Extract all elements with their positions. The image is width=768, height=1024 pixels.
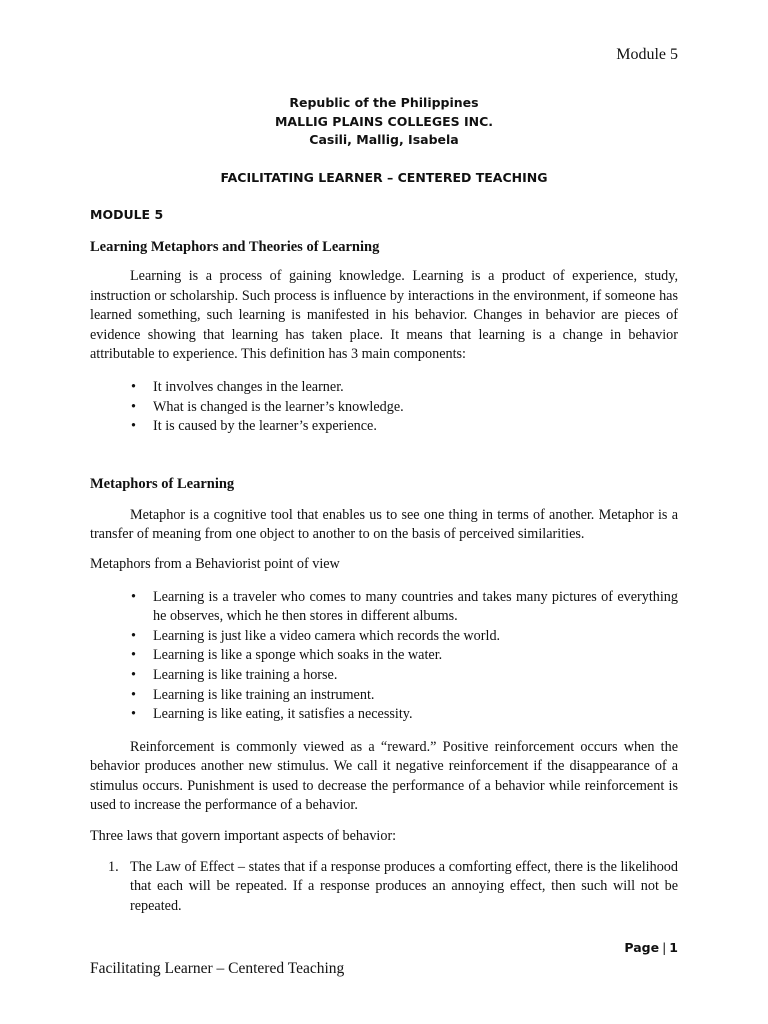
list-item: • Learning is a traveler who comes to many countries and takes many pictures of everything he observes, which he then stores in different albums. xyxy=(153,588,678,627)
laws-list xyxy=(90,858,678,917)
section-heading-metaphors: Metaphors of Learning xyxy=(90,475,235,492)
list-item: • It is caused by the learner’s experience. xyxy=(153,417,678,437)
institution-block xyxy=(0,94,768,150)
list-item-text: The Law of Effect – states that if a response produces a comforting effect, there is the likelihood that each will be repeated. If a response produces an annoying effect, then such will not be repeated. xyxy=(130,858,678,914)
page-number xyxy=(624,940,678,955)
list-item: • Learning is like eating, it satisfies a necessity. xyxy=(153,705,678,725)
section-heading-learning-metaphors: Learning Metaphors and Theories of Learning xyxy=(90,239,380,255)
behaviorist-subheading: Metaphors from a Behaviorist point of view xyxy=(90,555,340,572)
list-item: • Learning is like training a horse. xyxy=(153,666,678,686)
list-item: • It involves changes in the learner. xyxy=(153,378,678,398)
list-item: • Learning is just like a video camera which records the world. xyxy=(153,627,678,647)
list-item: • Learning is like training an instrument. xyxy=(153,686,678,706)
list-item: • Learning is like a sponge which soaks in the water. xyxy=(153,646,678,666)
list-item: • What is changed is the learner’s knowledge. xyxy=(153,398,678,418)
learning-definition-paragraph: Learning is a process of gaining knowledge. Learning is a product of experience, study, instruction or scholarship. Such process is influence by interactions in the environment, if someone has learned something, such learning is manifested in his behavior. Changes in behavior are pieces of evidence showing that learning has taken place. It means that learning is a change in behavior attributable to experience. This definition has 3 main components: xyxy=(90,268,678,363)
module-header: Module 5 xyxy=(616,46,678,63)
page-number-value: 1 xyxy=(669,940,678,955)
page-separator: | xyxy=(662,940,667,955)
course-title: FACILITATING LEARNER – CENTERED TEACHING xyxy=(220,170,548,185)
college-name: MALLIG PLAINS COLLEGES INC. xyxy=(274,113,494,129)
laws-intro: Three laws that govern important aspects of behavior: xyxy=(90,828,397,845)
footer-title: Facilitating Learner – Centered Teaching xyxy=(90,960,345,977)
behaviorist-metaphors-list xyxy=(90,588,678,725)
metaphor-definition-paragraph: Metaphor is a cognitive tool that enables us to see one thing in terms of another. Metaphor is a transfer of meaning from one object to another to on the basis of perceived similarities. xyxy=(90,506,678,543)
republic-line: Republic of the Philippines xyxy=(289,95,479,110)
page-label: Page xyxy=(624,940,660,955)
module-label: MODULE 5 xyxy=(90,207,164,222)
reinforcement-paragraph: Reinforcement is commonly viewed as a “reward.” Positive reinforcement occurs when the behavior produces another new stimulus. We call it negative reinforcement if the disappearance of a stimulus occurs. Punishment is used to decrease the performance of a behavior while reinforcement is used to increase the performance of a behavior. xyxy=(90,738,678,814)
list-item xyxy=(108,858,678,917)
document-body xyxy=(90,206,678,916)
list-item-number: 1. xyxy=(108,858,119,875)
components-list xyxy=(90,378,678,437)
college-address: Casili, Mallig, Isabela xyxy=(309,132,459,147)
